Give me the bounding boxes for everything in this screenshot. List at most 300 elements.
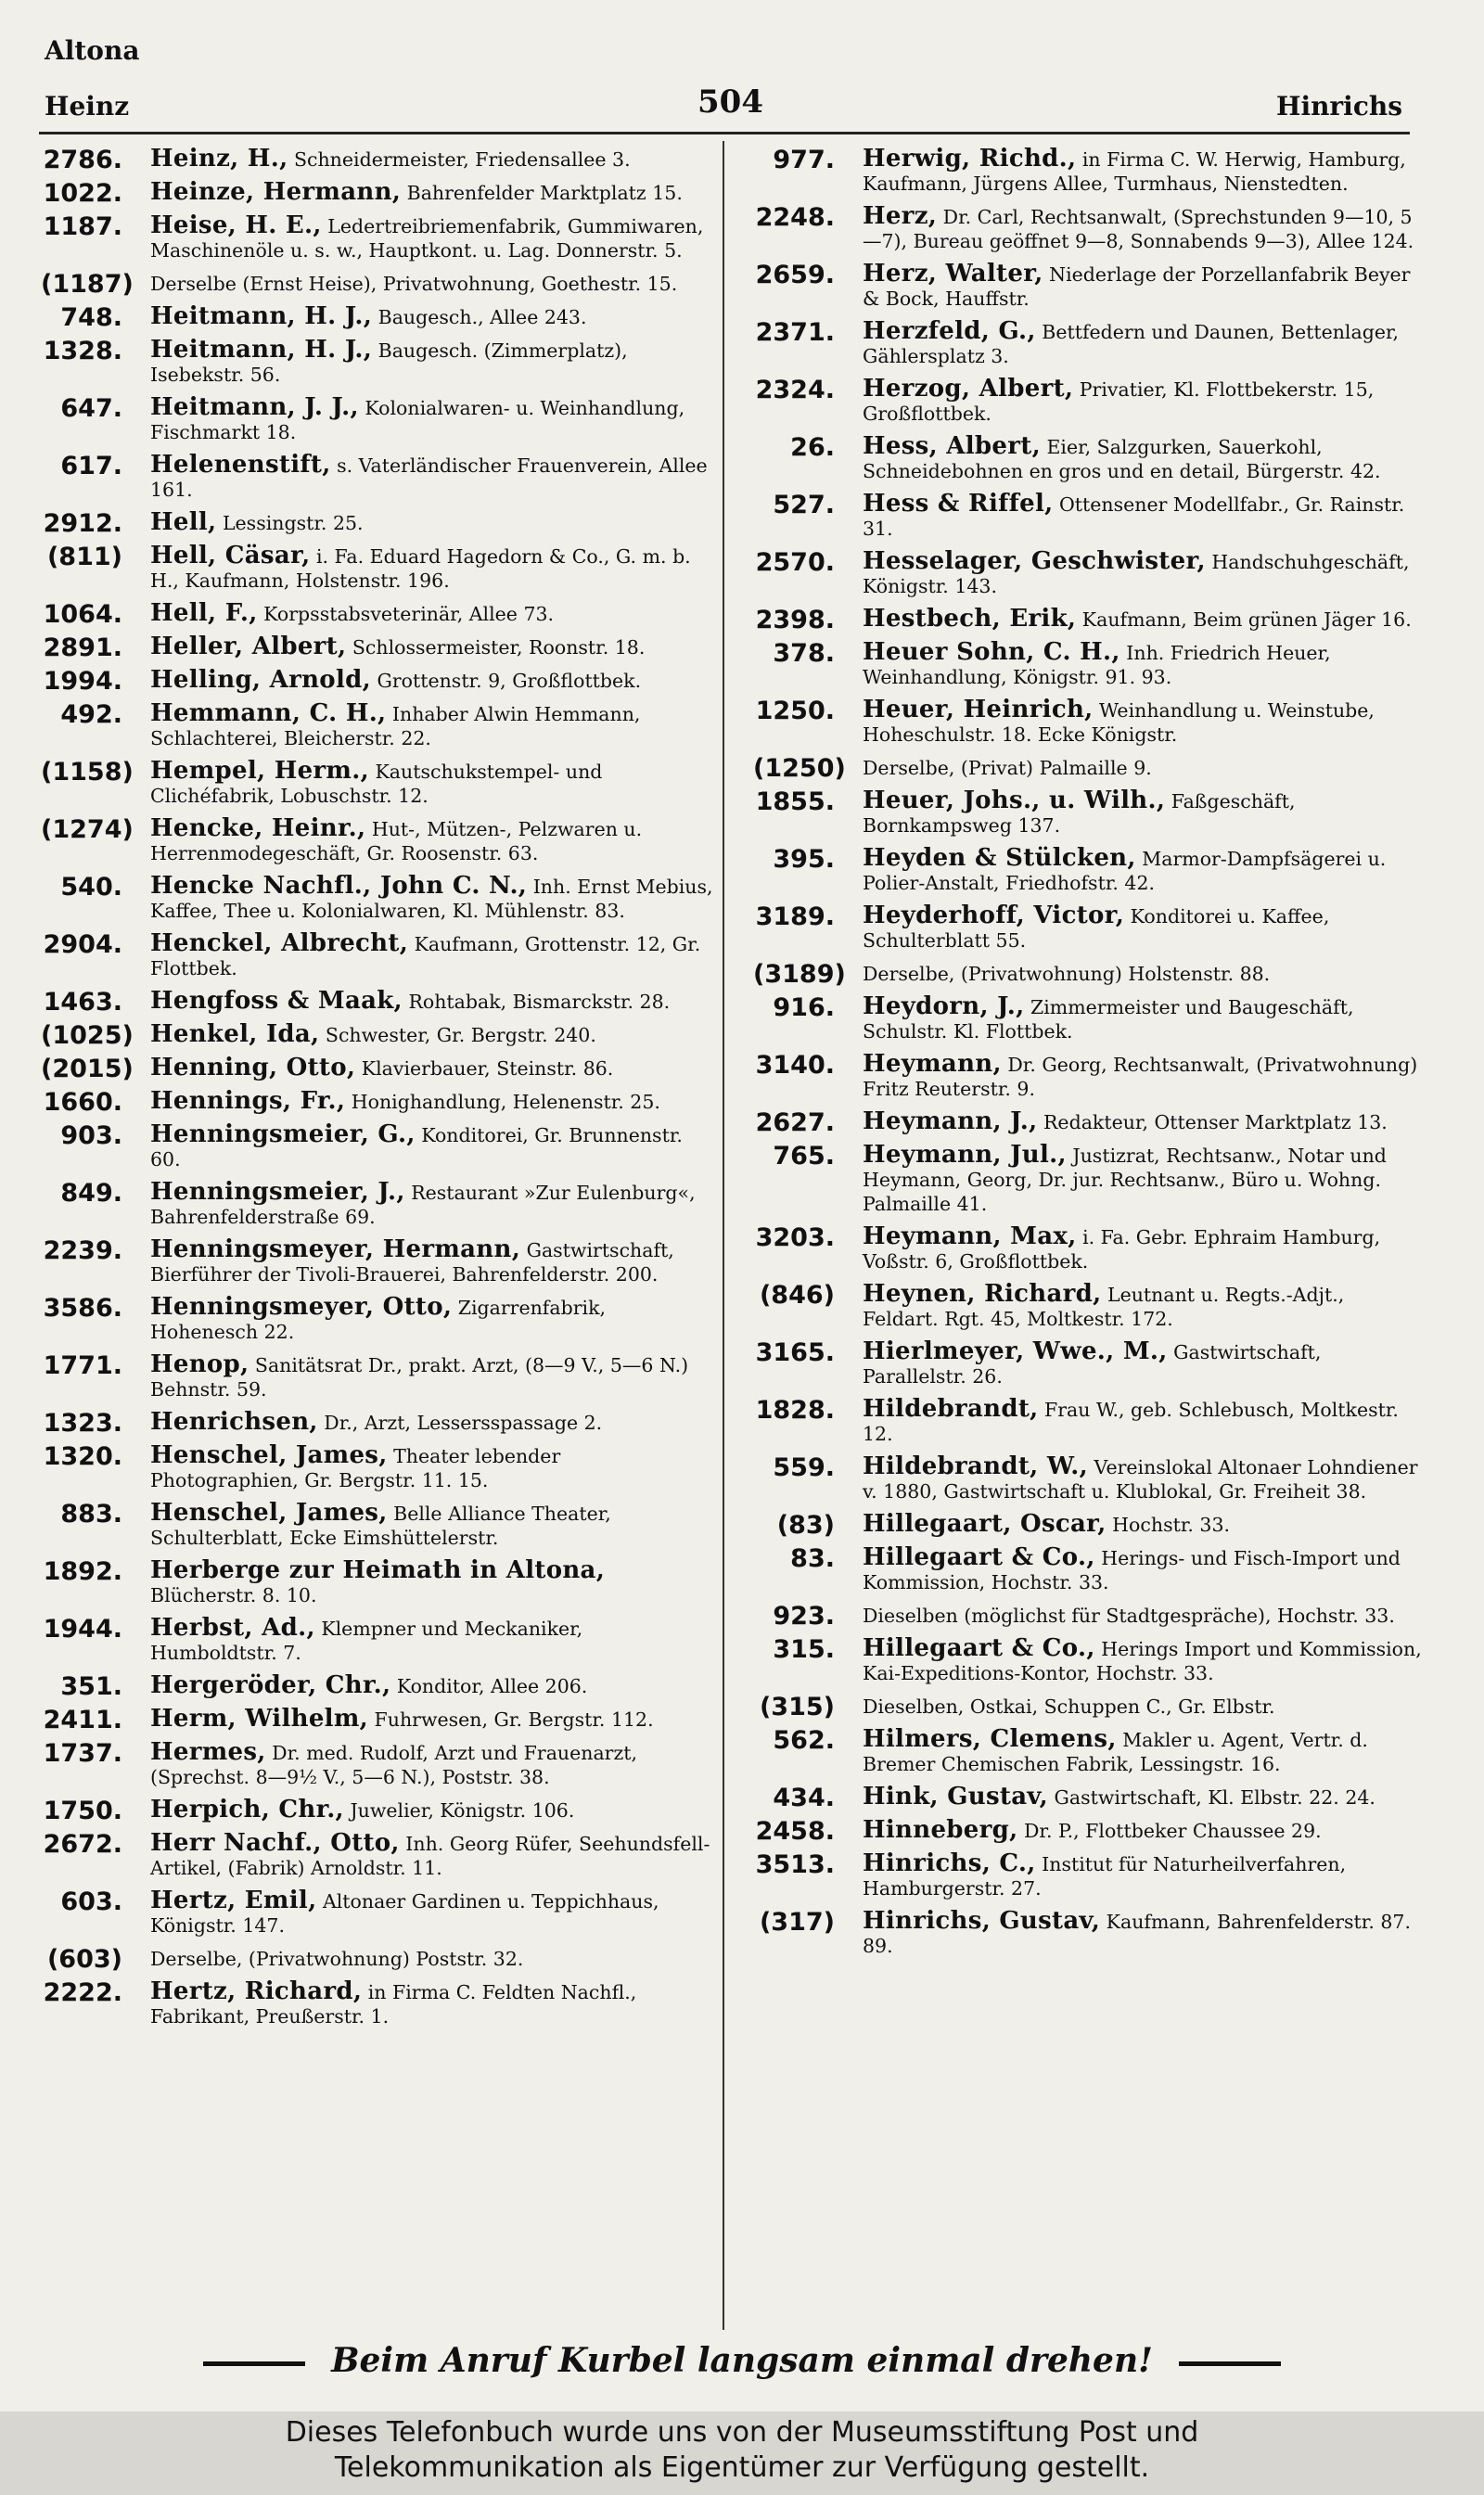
subscriber-name: Hildebrandt, [863, 1395, 1039, 1423]
subscriber-name: Herwig, Richd., [863, 145, 1077, 173]
subscriber-name: Henschel, James, [150, 1441, 388, 1469]
footer-line-1: Dieses Telefonbuch wurde uns von der Museumsstiftung Post und [285, 2416, 1199, 2449]
directory-entry [41, 1945, 713, 1974]
subscriber-name: Hell, Cäsar, [150, 542, 311, 569]
subscriber-name: Hilmers, Clemens, [863, 1725, 1117, 1753]
subscriber-name: Heitmann, H. J., [150, 302, 373, 330]
subscriber-name: Heymann, [863, 1050, 1002, 1078]
subscriber-name: Herzfeld, G., [863, 317, 1036, 345]
directory-entry [753, 434, 1423, 483]
phone-number: 1187. [43, 212, 122, 241]
phone-number: 916. [773, 993, 835, 1022]
directory-entry [41, 1501, 713, 1550]
subscriber-name: Henschel, James, [150, 1499, 388, 1527]
phone-number: 1328. [43, 337, 122, 365]
phone-number: 2248. [755, 203, 835, 232]
directory-entry [41, 1087, 713, 1117]
directory-entry [41, 931, 713, 980]
instruction-banner [139, 2341, 1345, 2380]
column-divider [723, 141, 724, 2330]
phone-number: (1250) [753, 754, 846, 783]
subscriber-details: Kaufmann, Grottenstr. 12, Gr. Flottbek. [150, 933, 701, 979]
phone-number: 3513. [755, 1850, 835, 1879]
directory-entry [753, 377, 1423, 426]
phone-number: 3189. [755, 902, 835, 931]
subscriber-details: Rohtabak, Bismarckstr. 28. [402, 991, 671, 1013]
phone-number: (603) [46, 1945, 122, 1974]
directory-entry [753, 607, 1423, 632]
phone-number: 378. [773, 639, 835, 668]
directory-entry [41, 338, 713, 387]
directory-entry [753, 1454, 1423, 1503]
subscriber-details: Inh. Friedrich Heuer, Weinhandlung, Königstr. 91. 93. [863, 642, 1331, 688]
subscriber-name: Hink, Gustav, [863, 1783, 1049, 1810]
directory-entry [753, 1107, 1423, 1137]
phone-number: 1771. [43, 1351, 122, 1380]
subscriber-details: Dr., Arzt, Lessersspassage 2. [317, 1412, 603, 1434]
subscriber-name: Heitmann, H. J., [150, 336, 373, 364]
subscriber-details: Restaurant »Zur Eulenburg«, Bahrenfelderstraße 69. [150, 1182, 696, 1228]
subscriber-name: Hengfoss & Maak, [150, 987, 403, 1015]
directory-entry [41, 1443, 713, 1492]
directory-entry [753, 1143, 1423, 1216]
phone-number: 617. [60, 452, 122, 480]
subscriber-name: Hinrichs, Gustav, [863, 1907, 1101, 1935]
subscriber-name: Hennings, Fr., [150, 1087, 346, 1115]
subscriber-details: Lessingstr. 25. [216, 512, 364, 534]
subscriber-name: Heller, Albert, [150, 633, 347, 660]
directory-entry [41, 395, 713, 444]
subscriber-details: Gastwirtschaft, Bierführer der Tivoli-Brauerei, Bahrenfelderstr. 200. [150, 1239, 674, 1286]
directory-entry [753, 1694, 1423, 1719]
phone-number: 1944. [43, 1615, 122, 1644]
subscriber-details: Derselbe, (Privatwohnung) Poststr. 32. [150, 1948, 524, 1970]
subscriber-details: Altonaer Gardinen u. Teppichhaus, Königstr. 147. [150, 1890, 659, 1937]
subscriber-name: Heitmann, J. J., [150, 393, 359, 421]
subscriber-name: Herz, [863, 202, 938, 230]
directory-entry [41, 147, 713, 172]
ownership-footer [0, 2412, 1484, 2495]
subscriber-name: Hess, Albert, [863, 432, 1041, 460]
directory-entry [41, 1831, 713, 1880]
phone-number: (315) [759, 1693, 835, 1721]
phone-number: 977. [773, 146, 835, 174]
phone-number: 2891. [43, 633, 122, 662]
phone-number: 1250. [755, 697, 835, 725]
phone-number: 2398. [755, 606, 835, 634]
subscriber-name: Hestbech, Erik, [863, 605, 1077, 633]
directory-entry [753, 1510, 1423, 1540]
phone-number: 315. [773, 1635, 835, 1664]
subscriber-details: Gastwirtschaft, Parallelstr. 26. [863, 1341, 1322, 1388]
directory-entry [41, 213, 713, 262]
subscriber-name: Hesselager, Geschwister, [863, 547, 1206, 575]
phone-number: (1274) [41, 815, 134, 844]
banner-text: Beim Anruf Kurbel langsam einmal drehen! [331, 2341, 1153, 2380]
phone-number: (811) [46, 543, 122, 571]
directory-entry [41, 1408, 713, 1438]
phone-number: (3189) [753, 960, 846, 989]
subscriber-name: Hemmann, C. H., [150, 699, 387, 727]
phone-number: 434. [773, 1784, 835, 1812]
phone-number: (1158) [41, 758, 134, 787]
directory-entry [41, 1671, 713, 1701]
phone-number: 923. [773, 1602, 835, 1631]
subscriber-details: Konditorei u. Kaffee, Schulterblatt 55. [863, 905, 1330, 952]
subscriber-details: Derselbe (Ernst Heise), Privatwohnung, Goethestr. 15. [150, 273, 678, 295]
phone-number: 2912. [43, 509, 122, 538]
subscriber-details: Korpsstabsveterinär, Allee 73. [257, 603, 555, 625]
phone-number: 883. [60, 1500, 122, 1529]
phone-number: 1750. [43, 1797, 122, 1825]
directory-entry [41, 1888, 713, 1938]
subscriber-details: Dr. Georg, Rechtsanwalt, (Privatwohnung) Fritz Reuterstr. 9. [863, 1054, 1418, 1100]
phone-number: 1064. [43, 600, 122, 629]
subscriber-details: Sanitätsrat Dr., prakt. Arzt, (8—9 V., 5—6 N.) Behnstr. 59. [150, 1354, 689, 1401]
subscriber-details: Institut für Naturheilverfahren, Hamburgerstr. 27. [863, 1853, 1347, 1900]
phone-number: 1892. [43, 1557, 122, 1586]
subscriber-details: Schwester, Gr. Bergstr. 240. [319, 1024, 596, 1046]
directory-entry [753, 492, 1423, 541]
phone-number: 1323. [43, 1409, 122, 1438]
phone-number: 492. [60, 700, 122, 729]
directory-entry [753, 994, 1423, 1043]
subscriber-details: Hochstr. 33. [1106, 1514, 1231, 1536]
subscriber-details: Justizrat, Rechtsanw., Notar und Heymann, Georg, Dr. jur. Rechtsanw., Büro u. Wohng. Palmaille 41. [863, 1145, 1387, 1215]
phone-number: 1022. [43, 179, 122, 208]
phone-number: (1025) [41, 1021, 134, 1050]
subscriber-details: Gastwirtschaft, Kl. Elbstr. 22. 24. [1048, 1786, 1375, 1809]
phone-number: 395. [773, 845, 835, 874]
phone-number: 540. [60, 873, 122, 902]
phone-number: 2411. [43, 1706, 122, 1734]
subscriber-details: Zigarrenfabrik, Hohenesch 22. [150, 1297, 607, 1343]
directory-entry [41, 508, 713, 538]
subscriber-details: Ledertreibriemenfabrik, Gummiwaren, Maschinenöle u. s. w., Hauptkont. u. Lag. Donnerstr. 5. [150, 215, 704, 262]
phone-number: 1463. [43, 988, 122, 1017]
left-running-head: Heinz [45, 91, 130, 122]
subscriber-details: Eier, Salzgurken, Sauerkohl, Schneidebohnen en gros und en detail, Bürgerstr. 42. [863, 436, 1381, 482]
subscriber-details: Klempner und Meckaniker, Humboldtstr. 7. [150, 1618, 583, 1664]
subscriber-name: Heuer, Heinrich, [863, 696, 1094, 723]
subscriber-details: s. Vaterländischer Frauenverein, Allee 161. [150, 454, 708, 501]
subscriber-details: Belle Alliance Theater, Schulterblatt, Ecke Eimshüttelerstr. [150, 1503, 611, 1549]
directory-entry [41, 816, 713, 865]
directory-entry [753, 1851, 1423, 1900]
subscriber-name: Herz, Walter, [863, 260, 1043, 288]
subscriber-name: Heymann, J., [863, 1107, 1038, 1135]
subscriber-details: Fuhrwesen, Gr. Bergstr. 112. [368, 1708, 654, 1731]
subscriber-name: Henningsmeier, G., [150, 1120, 416, 1148]
subscriber-name: Hempel, Herm., [150, 757, 369, 785]
subscriber-name: Henningsmeyer, Hermann, [150, 1235, 521, 1263]
subscriber-name: Heydorn, J., [863, 992, 1025, 1020]
subscriber-details: Derselbe, (Privatwohnung) Holstenstr. 88. [863, 963, 1271, 985]
phone-number: 2222. [43, 1978, 122, 2007]
subscriber-name: Herzog, Albert, [863, 375, 1074, 403]
subscriber-name: Hillegaart, Oscar, [863, 1510, 1107, 1538]
subscriber-details: Dieselben (möglichst für Stadtgespräche), Hochstr. 33. [863, 1605, 1395, 1627]
subscriber-name: Hencke Nachfl., John C. N., [150, 872, 528, 900]
phone-number: 3203. [755, 1223, 835, 1252]
subscriber-name: Heise, H. E., [150, 211, 322, 239]
directory-entry [753, 319, 1423, 368]
page-number: 504 [697, 83, 763, 121]
directory-entry [41, 1558, 713, 1607]
subscriber-details: Bahrenfelder Marktplatz 15. [401, 182, 683, 204]
subscriber-details: Faßgeschäft, Bornkampsweg 137. [863, 790, 1296, 837]
phone-number: 2627. [755, 1108, 835, 1137]
phone-number: 559. [773, 1453, 835, 1482]
directory-entry [753, 846, 1423, 895]
directory-entry [41, 1237, 713, 1286]
subscriber-details: in Firma C. Feldten Nachfl., Fabrikant, Preußerstr. 1. [150, 1981, 637, 2028]
subscriber-name: Hess & Riffel, [863, 490, 1054, 518]
subscriber-details: Kautschukstempel- und Clichéfabrik, Lobuschstr. 12. [150, 761, 603, 807]
phone-number: (846) [759, 1281, 835, 1310]
phone-number: 1855. [755, 787, 835, 816]
directory-entry [753, 1785, 1423, 1810]
subscriber-details: Inhaber Alwin Hemmann, Schlachterei, Bleicherstr. 22. [150, 703, 641, 749]
subscriber-name: Heuer, Johs., u. Wilh., [863, 787, 1166, 814]
directory-entry [753, 1224, 1423, 1273]
subscriber-details: Kolonialwaren- u. Weinhandlung, Fischmarkt 18. [150, 397, 685, 443]
directory-entry [41, 874, 713, 923]
right-column [753, 147, 1423, 1966]
subscriber-details: Konditorei, Gr. Brunnenstr. 60. [150, 1124, 683, 1171]
directory-entry [753, 1602, 1423, 1631]
banner-dash-right [1179, 2361, 1281, 2366]
subscriber-details: in Firma C. W. Herwig, Hamburg, Kaufmann, Jürgens Allee, Turmhaus, Nienstedten. [863, 148, 1406, 195]
subscriber-name: Helling, Arnold, [150, 666, 371, 694]
subscriber-details: Dr. P., Flottbeker Chaussee 29. [1017, 1820, 1322, 1842]
subscriber-details: Theater lebender Photographien, Gr. Bergstr. 11. 15. [150, 1445, 561, 1491]
phone-number: 2904. [43, 930, 122, 959]
phone-number: 1994. [43, 667, 122, 696]
subscriber-details: i. Fa. Gebr. Ephraim Hamburg, Voßstr. 6, Großflottbek. [863, 1226, 1381, 1273]
subscriber-details: Dr. Carl, Rechtsanwalt, (Sprechstunden 9—10, 5—7), Bureau geöffnet 9—8, Sonnabends 9—3), Allee 124. [863, 206, 1414, 252]
subscriber-details: Dr. med. Rudolf, Arzt und Frauenarzt, (Sprechst. 8—9½ V., 5—6 N.), Poststr. 38. [150, 1742, 638, 1788]
phone-number: (1187) [41, 270, 134, 299]
subscriber-details: Grottenstr. 9, Großflottbek. [370, 670, 642, 692]
subscriber-name: Heyden & Stülcken, [863, 844, 1136, 872]
subscriber-name: Helenenstift, [150, 451, 331, 479]
phone-number: (83) [776, 1511, 835, 1540]
phone-number: 3140. [755, 1051, 835, 1080]
header-rule [39, 132, 1410, 134]
subscriber-details: Inh. Georg Rüfer, Seehundsfell-Artikel, (Fabrik) Arnoldstr. 11. [150, 1833, 710, 1879]
phone-number: 2672. [43, 1830, 122, 1859]
subscriber-details: Dieselben, Ostkai, Schuppen C., Gr. Elbstr. [863, 1695, 1275, 1718]
phone-number: 2458. [755, 1817, 835, 1846]
subscriber-details: Baugesch. (Zimmerplatz), Isebekstr. 56. [150, 339, 628, 386]
phone-number: 903. [60, 1121, 122, 1150]
directory-entry [41, 1122, 713, 1171]
phone-number: 26. [790, 433, 835, 462]
subscriber-details: Vereinslokal Altonaer Lohndiener v. 1880, Gastwirtschaft u. Klublokal, Gr. Freiheit 38. [863, 1456, 1418, 1503]
subscriber-details: Redakteur, Ottenser Marktplatz 13. [1037, 1111, 1388, 1133]
directory-entry [41, 666, 713, 696]
directory-entry [41, 1798, 713, 1823]
directory-entry [41, 1707, 713, 1732]
directory-entry [41, 270, 713, 299]
subscriber-details: Juwelier, Königstr. 106. [343, 1799, 575, 1822]
phone-number: 849. [60, 1179, 122, 1208]
directory-entry [41, 1180, 713, 1229]
phone-number: 2659. [755, 261, 835, 289]
subscriber-name: Heuer Sohn, C. H., [863, 638, 1120, 666]
directory-entry [41, 1352, 713, 1401]
banner-dash-left [203, 2361, 305, 2366]
subscriber-details: Makler u. Agent, Vertr. d. Bremer Chemischen Fabrik, Lessingstr. 16. [863, 1729, 1368, 1775]
directory-entry [41, 1020, 713, 1050]
subscriber-details: Schneidermeister, Friedensallee 3. [288, 148, 631, 171]
directory-entry [41, 633, 713, 662]
subscriber-details: Marmor-Dampfsägerei u. Polier-Anstalt, Friedhofstr. 42. [863, 848, 1387, 894]
directory-entry [753, 147, 1423, 196]
subscriber-name: Herr Nachf., Otto, [150, 1829, 400, 1857]
directory-entry [753, 640, 1423, 689]
phone-number: 2570. [755, 548, 835, 577]
subscriber-details: Bettfedern und Daunen, Bettenlager, Gählersplatz 3. [863, 321, 1400, 367]
subscriber-details: Privatier, Kl. Flottbekerstr. 15, Großflottbek. [863, 378, 1375, 425]
right-running-head: Hinrichs [1275, 91, 1402, 122]
directory-entry [753, 960, 1423, 989]
directory-entry [753, 1052, 1423, 1101]
phone-number: 351. [60, 1672, 122, 1701]
phone-number: 3165. [755, 1338, 835, 1367]
directory-entry [753, 262, 1423, 311]
subscriber-details: Konditor, Allee 206. [390, 1675, 588, 1697]
subscriber-details: Baugesch., Allee 243. [372, 306, 587, 328]
subscriber-details: Leutnant u. Regts.-Adjt., Feldart. Rgt. 45, Moltkestr. 172. [863, 1284, 1345, 1330]
phone-number: 647. [60, 394, 122, 423]
phone-number: 748. [60, 303, 122, 332]
subscriber-name: Hildebrandt, W., [863, 1452, 1089, 1480]
subscriber-details: Blücherstr. 8. 10. [150, 1584, 317, 1606]
subscriber-details: Hut-, Mützen-, Pelzwaren u. Herrenmodegeschäft, Gr. Roosenstr. 63. [150, 818, 643, 864]
subscriber-details: Zimmermeister und Baugeschäft, Schulstr. Kl. Flottbek. [863, 996, 1354, 1043]
directory-entry [753, 903, 1423, 953]
subscriber-details: Kaufmann, Bahrenfelderstr. 87. 89. [863, 1911, 1411, 1957]
directory-entry [41, 453, 713, 502]
phone-number: (2015) [41, 1055, 134, 1083]
directory-entry [753, 788, 1423, 838]
directory-entry [753, 1397, 1423, 1446]
subscriber-name: Herpich, Chr., [150, 1796, 344, 1823]
subscriber-details: Herings- und Fisch-Import und Kommission, Hochstr. 33. [863, 1547, 1401, 1593]
subscriber-name: Hertz, Emil, [150, 1887, 317, 1914]
subscriber-name: Herm, Wilhelm, [150, 1705, 369, 1733]
subscriber-name: Hinrichs, C., [863, 1849, 1036, 1877]
subscriber-details: Niederlage der Porzellanfabrik Beyer & Bock, Hauffstr. [863, 263, 1411, 310]
directory-entry [41, 1979, 713, 2028]
subscriber-details: Kaufmann, Beim grünen Jäger 16. [1076, 608, 1412, 631]
subscriber-details: Handschuhgeschäft, Königstr. 143. [863, 551, 1410, 597]
directory-entry [41, 1056, 713, 1081]
subscriber-name: Hell, [150, 508, 217, 536]
directory-entry [753, 1636, 1423, 1685]
phone-number: 1737. [43, 1739, 122, 1768]
phone-number: 1828. [755, 1396, 835, 1425]
directory-entry [41, 759, 713, 808]
subscriber-name: Heinze, Hermann, [150, 178, 402, 206]
subscriber-name: Henckel, Albrecht, [150, 929, 409, 957]
phone-number: 83. [790, 1544, 835, 1573]
subscriber-name: Henningsmeier, J., [150, 1178, 405, 1206]
subscriber-details: Klavierbauer, Steinstr. 86. [355, 1057, 614, 1080]
subscriber-details: Schlossermeister, Roonstr. 18. [346, 636, 646, 659]
directory-entry [753, 549, 1423, 598]
directory-entry [753, 754, 1423, 783]
footer-line-2: Telekommunikation als Eigentümer zur Verfügung gestellt. [334, 2451, 1150, 2484]
phone-number: 562. [773, 1726, 835, 1755]
subscriber-name: Heyderhoff, Victor, [863, 902, 1125, 929]
phone-number: 603. [60, 1887, 122, 1916]
subscriber-name: Hencke, Heinr., [150, 814, 366, 842]
directory-entry [41, 1740, 713, 1789]
directory-entry [41, 701, 713, 750]
subscriber-name: Hertz, Richard, [150, 1977, 363, 2005]
phone-number: 1660. [43, 1088, 122, 1117]
subscriber-details: Ottensener Modellfabr., Gr. Rainstr. 31. [863, 493, 1405, 540]
subscriber-name: Hillegaart & Co., [863, 1634, 1095, 1662]
directory-entry [41, 599, 713, 629]
phone-number: 2324. [755, 376, 835, 404]
directory-entry [753, 1339, 1423, 1388]
subscriber-details: Frau W., geb. Schlebusch, Moltkestr. 12. [863, 1399, 1399, 1445]
subscriber-name: Heymann, Jul., [863, 1141, 1067, 1169]
subscriber-details: Weinhandlung u. Weinstube, Hoheschulstr. 18. Ecke Königstr. [863, 699, 1375, 746]
subscriber-details: Derselbe, (Privat) Palmaille 9. [863, 757, 1152, 779]
directory-entry [41, 1295, 713, 1344]
subscriber-name: Hillegaart & Co., [863, 1543, 1095, 1571]
subscriber-name: Henningsmeyer, Otto, [150, 1293, 453, 1321]
subscriber-name: Henrichsen, [150, 1408, 318, 1436]
subscriber-name: Hell, F., [150, 599, 258, 627]
directory-entry [753, 1909, 1423, 1958]
subscriber-name: Heynen, Richard, [863, 1280, 1102, 1308]
phone-number: (317) [759, 1908, 835, 1937]
subscriber-details: Honighandlung, Helenenstr. 25. [345, 1091, 660, 1113]
phone-number: 2239. [43, 1236, 122, 1265]
directory-entry [753, 1282, 1423, 1331]
directory-entry [41, 544, 713, 593]
subscriber-name: Henning, Otto, [150, 1054, 356, 1081]
subscriber-name: Henkel, Ida, [150, 1020, 320, 1048]
phone-number: 2371. [755, 318, 835, 347]
phone-number: 2786. [43, 146, 122, 174]
directory-entry [753, 204, 1423, 253]
directory-entry [753, 1727, 1423, 1776]
directory-entry [753, 1816, 1423, 1846]
subscriber-name: Hierlmeyer, Wwe., M., [863, 1337, 1168, 1365]
directory-entry [41, 178, 713, 208]
subscriber-name: Henop, [150, 1350, 249, 1378]
subscriber-name: Heymann, Max, [863, 1222, 1077, 1250]
directory-entry [41, 302, 713, 332]
subscriber-name: Herbst, Ad., [150, 1614, 315, 1642]
directory-entry [753, 697, 1423, 747]
phone-number: 1320. [43, 1442, 122, 1471]
directory-entry [41, 987, 713, 1017]
phone-number: 3586. [43, 1294, 122, 1323]
subscriber-name: Herberge zur Heimath in Altona, [150, 1556, 606, 1584]
subscriber-details: i. Fa. Eduard Hagedorn & Co., G. m. b. H., Kaufmann, Holstenstr. 196. [150, 545, 691, 592]
subscriber-name: Hergeröder, Chr., [150, 1671, 391, 1699]
subscriber-details: Inh. Ernst Mebius, Kaffee, Thee u. Kolonialwaren, Kl. Mühlenstr. 83. [150, 876, 713, 922]
subscriber-name: Hinneberg, [863, 1816, 1018, 1844]
